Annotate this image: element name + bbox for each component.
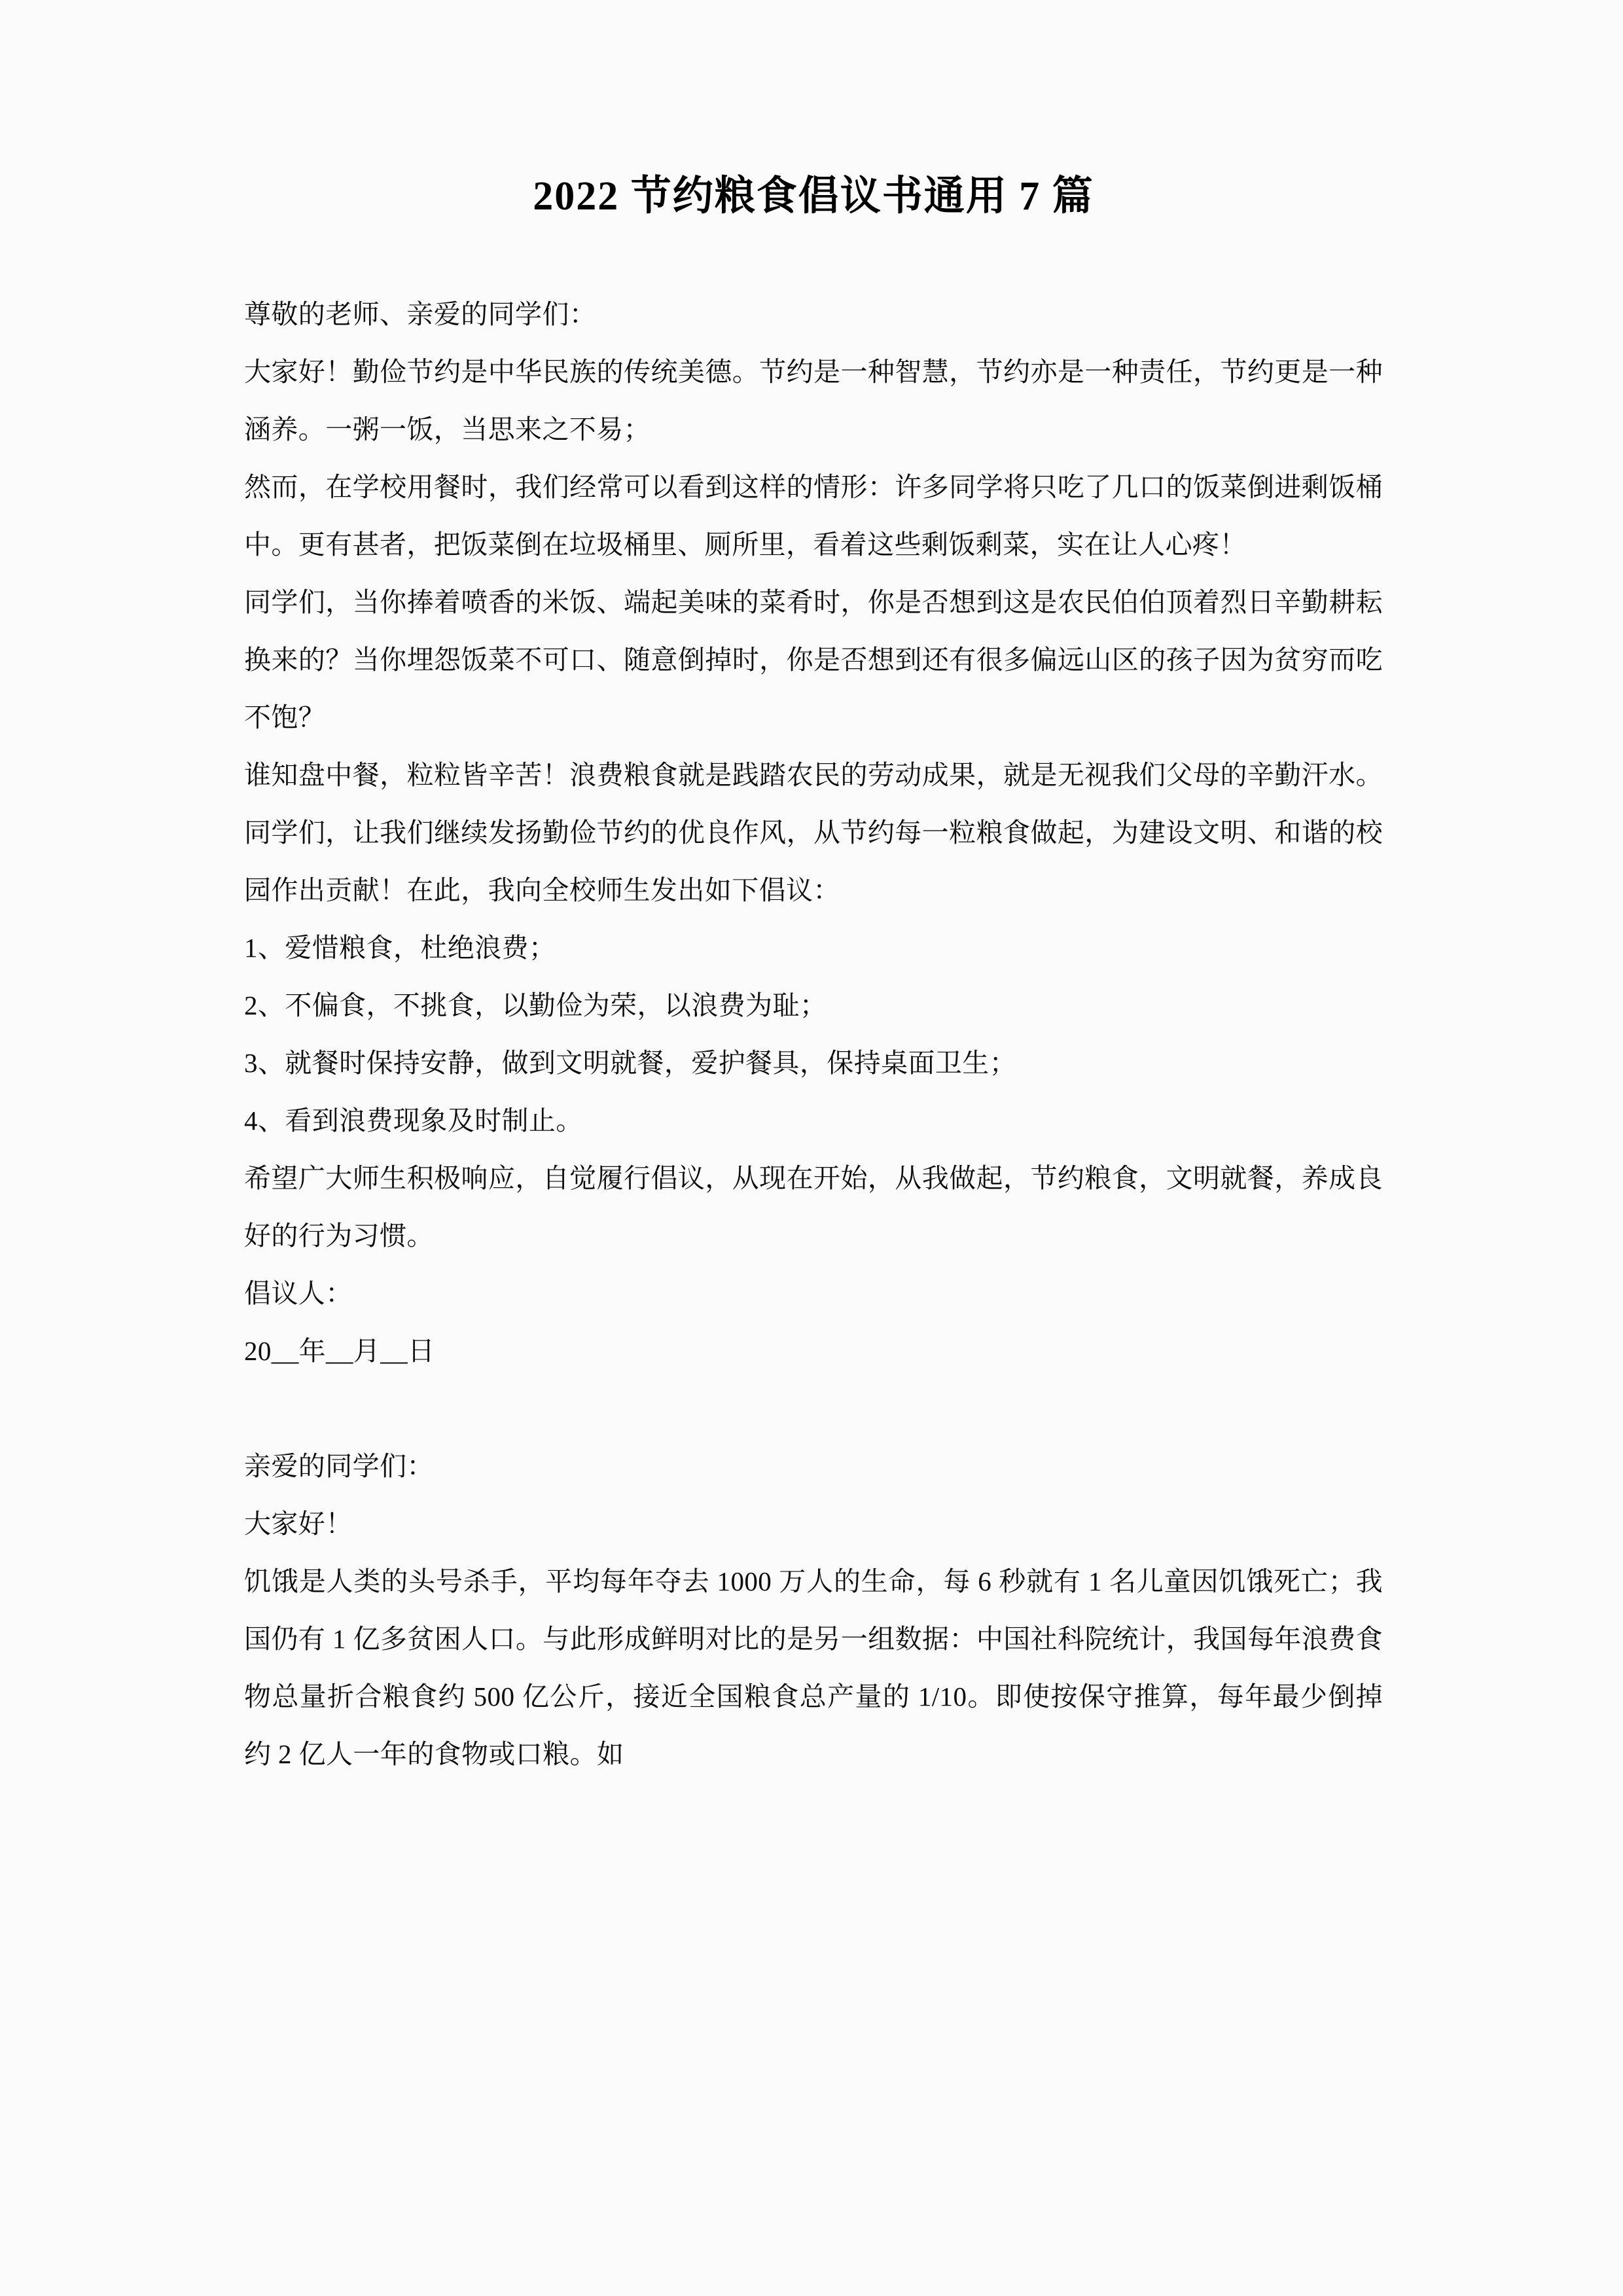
paragraph-greeting-2: 亲爱的同学们： bbox=[244, 1450, 434, 1481]
paragraph-question: 同学们，当你捧着喷香的米饭、端起美味的菜肴时，你是否想到这是农民伯伯顶着烈日辛勤耕耘换来的？当你埋怨饭菜不可口、随意倒掉时，你是否想到还有很多偏远山区的孩子因为贫穷而吃不饱？ bbox=[244, 586, 1383, 732]
section-proposal-1 bbox=[244, 285, 1383, 1380]
list-item-1: 1、爱惜粮食，杜绝浪费； bbox=[244, 932, 556, 963]
paragraph-statistics: 饥饿是人类的头号杀手，平均每年夺去 1000 万人的生命，每 6 秒就有 1 名儿童因饥饿死亡；我国仍有 1 亿多贫困人口。与此形成鲜明对比的是另一组数据：中国社科院统计，我国每年浪费食物总量折合粮食约 500 亿公斤，接近全国粮食总产量的 1/10。即使按保守推算，每年最少倒掉约 2 亿人一年的食物或口粮。如 bbox=[244, 1566, 1383, 1769]
section-divider-spacer bbox=[244, 1380, 1383, 1437]
list-item-4: 4、看到浪费现象及时制止。 bbox=[244, 1105, 583, 1136]
paragraph-closing: 希望广大师生积极响应，自觉履行倡议，从现在开始，从我做起，节约粮食，文明就餐，养成良好的行为习惯。 bbox=[244, 1162, 1383, 1251]
paragraph-observation: 然而，在学校用餐时，我们经常可以看到这样的情形：许多同学将只吃了几口的饭菜倒进剩饭桶中。更有甚者，把饭菜倒在垃圾桶里、厕所里，看着这些剩饭剩菜，实在让人心疼！ bbox=[244, 471, 1383, 560]
paragraph-greeting: 尊敬的老师、亲爱的同学们： bbox=[244, 298, 597, 329]
signature-date-line: 20__年__月__日 bbox=[244, 1335, 435, 1366]
paragraph-hello-2: 大家好！ bbox=[244, 1508, 353, 1539]
list-item-2: 2、不偏食，不挑食，以勤俭为荣，以浪费为耻； bbox=[244, 990, 827, 1020]
paragraph-appeal: 谁知盘中餐，粒粒皆辛苦！浪费粮食就是践踏农民的劳动成果，就是无视我们父母的辛勤汗水。同学们，让我们继续发扬勤俭节约的优良作风，从节约每一粒粮食做起，为建设文明、和谐的校园作出贡献！在此，我向全校师生发出如下倡议： bbox=[244, 759, 1383, 905]
list-item-3: 3、就餐时保持安静，做到文明就餐，爱护餐具，保持桌面卫生； bbox=[244, 1047, 1017, 1078]
section-proposal-2 bbox=[244, 1437, 1383, 1783]
page-title: 2022 节约粮食倡议书通用 7 篇 bbox=[533, 174, 1094, 219]
document-body bbox=[244, 285, 1383, 1783]
signature-name-line: 倡议人： bbox=[244, 1278, 353, 1308]
document-content bbox=[244, 0, 1383, 1783]
paragraph-intro: 大家好！勤俭节约是中华民族的传统美德。节约是一种智慧，节约亦是一种责任，节约更是一种涵养。一粥一饭，当思来之不易； bbox=[244, 356, 1383, 444]
